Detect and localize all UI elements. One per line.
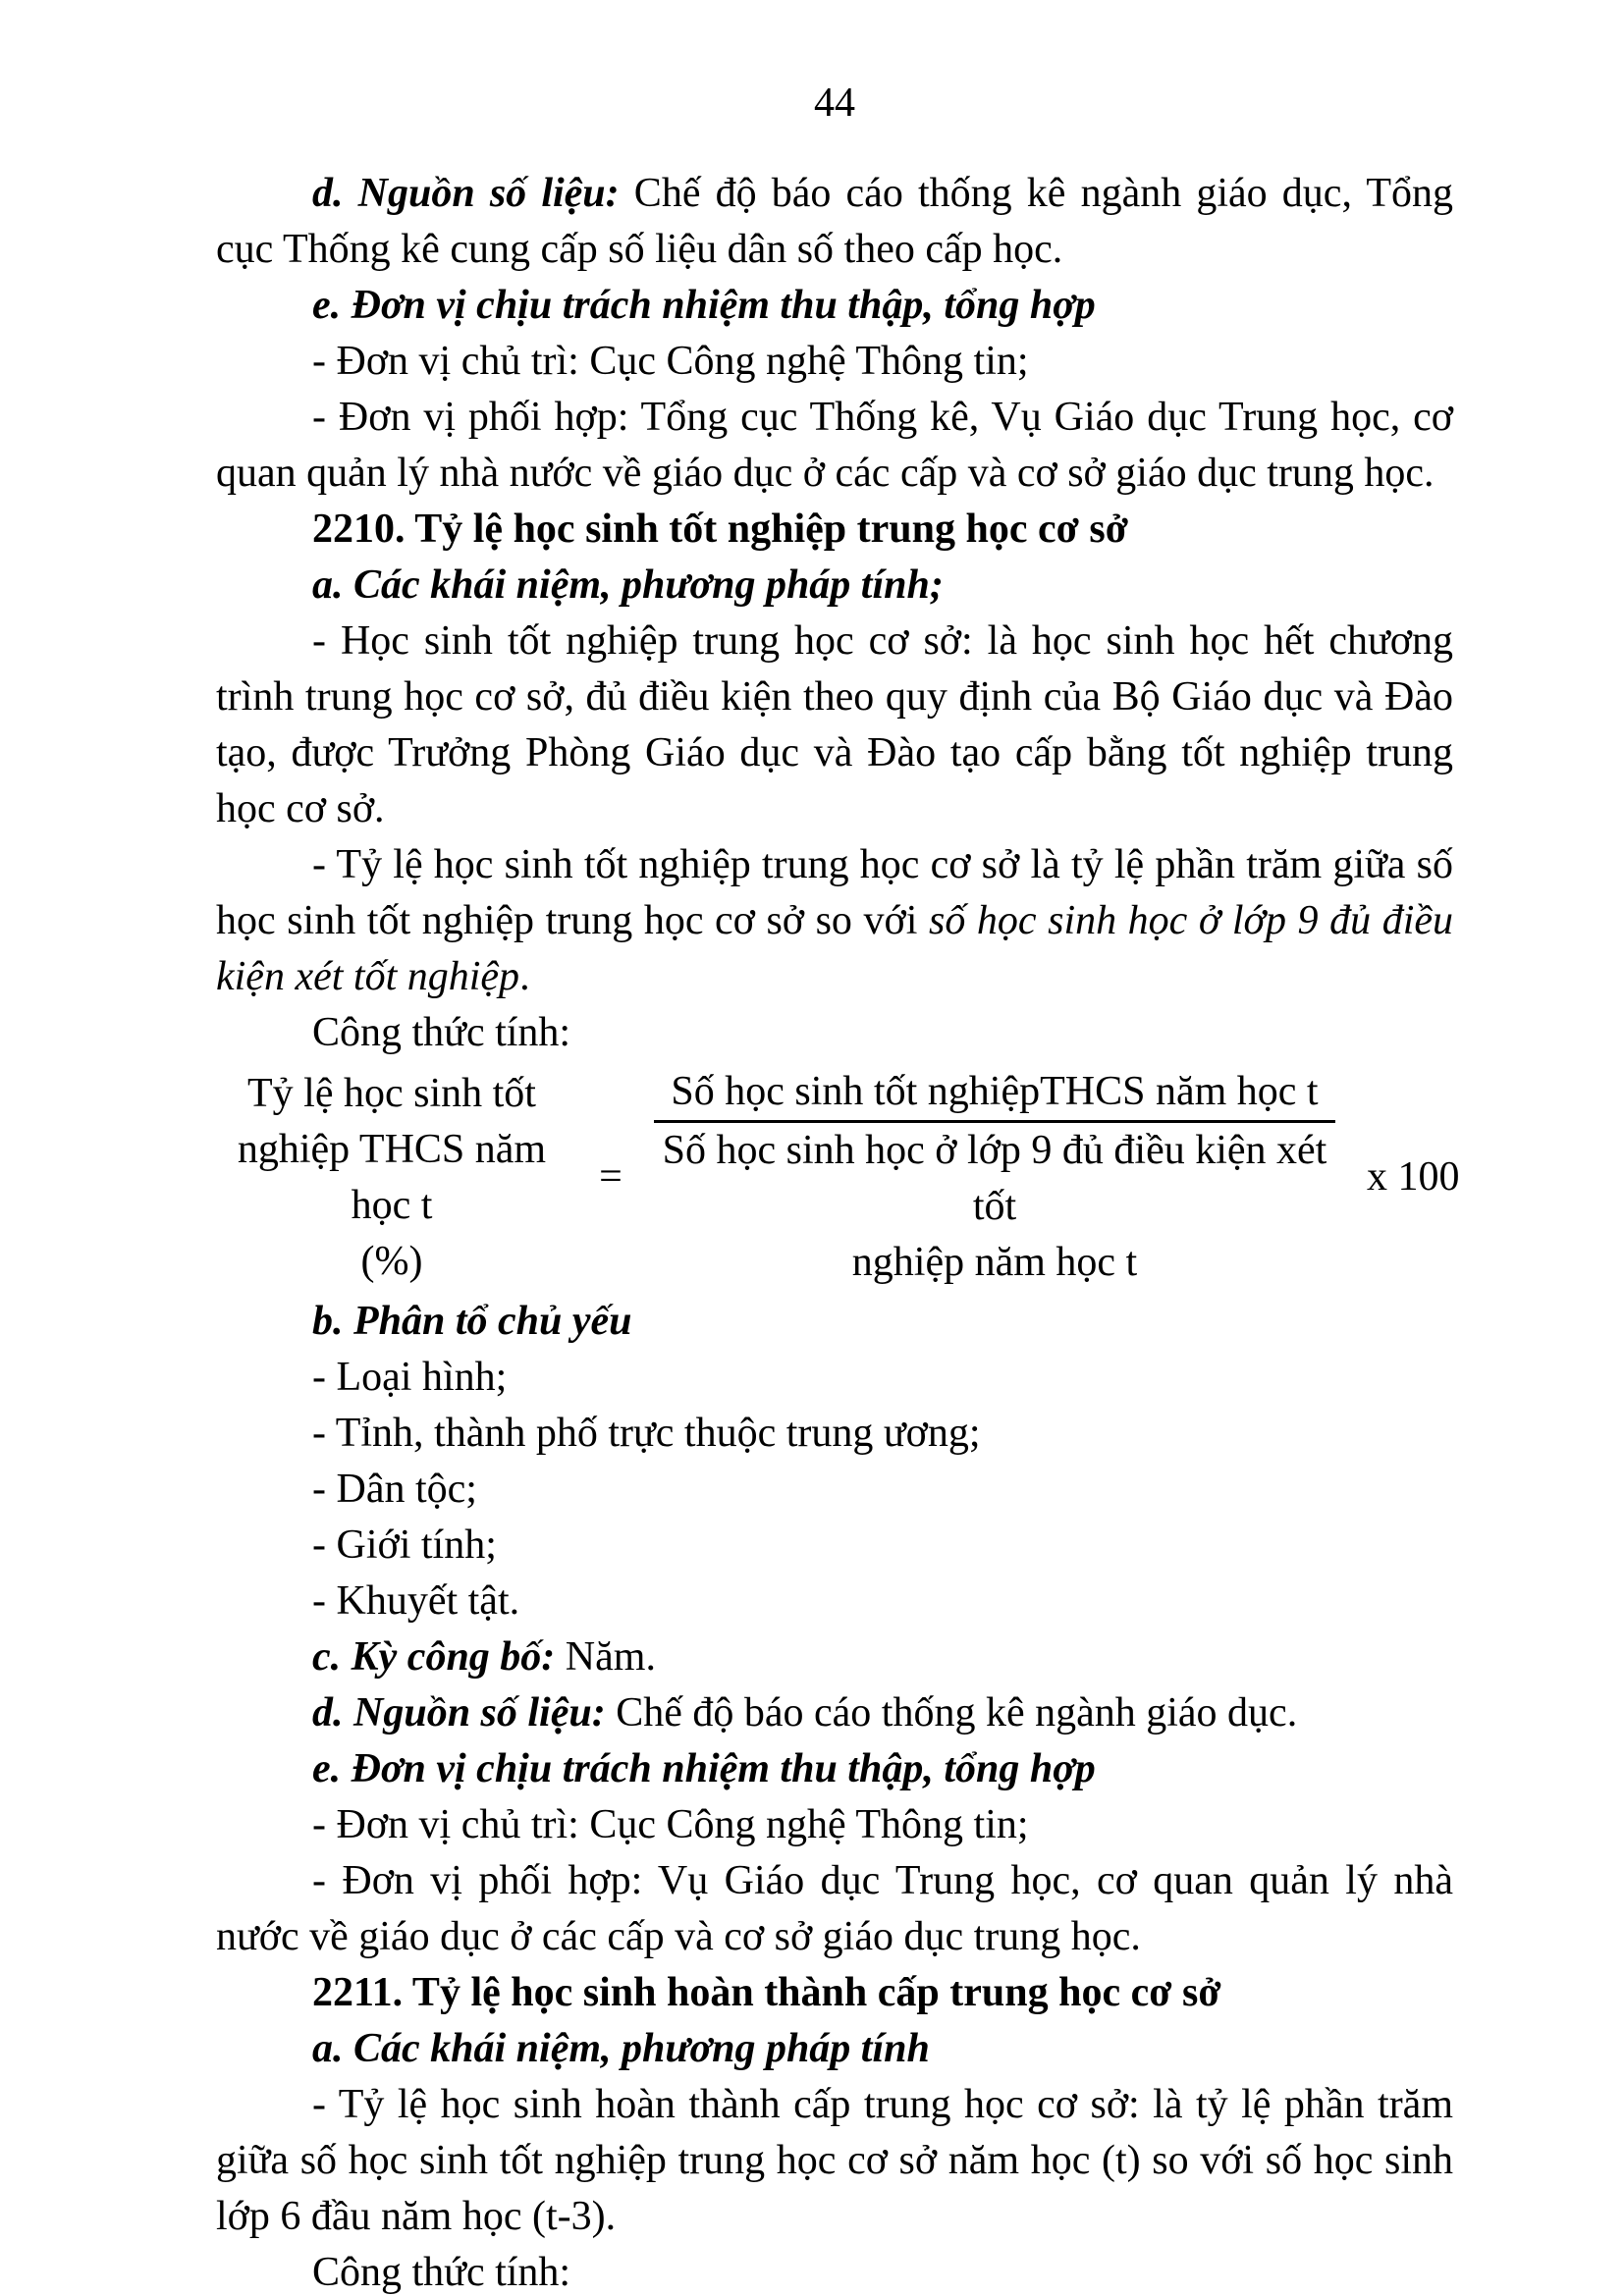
paragraph-text: Năm. <box>555 1634 656 1680</box>
paragraph-label: d. Nguồn số liệu: <box>312 1690 606 1735</box>
paragraph-italic-text: số học sinh học ở lớp 9 đủ điều kiện xét tốt nghiệp <box>216 898 1454 999</box>
multiplier: x 100 <box>1367 1154 1460 1200</box>
paragraph-label: c. Kỳ công bố: <box>312 1634 556 1680</box>
paragraph-rate-definition <box>216 837 1453 1005</box>
denominator-line: nghiệp năm học t <box>851 1240 1138 1285</box>
fraction-numerator: Số học sinh tốt nghiệpTHCS năm học t <box>654 1064 1335 1123</box>
formula-label-line: (%) <box>360 1238 423 1284</box>
equals-sign: = <box>599 1154 623 1200</box>
list-item: - Dân tộc; <box>312 1467 477 1512</box>
paragraph-text: Chế độ báo cáo thống kê ngành giáo dục. <box>605 1690 1298 1735</box>
paragraph-label: d. Nguồn số liệu: <box>312 171 620 216</box>
formula-label-line: nghiệp THCS năm học t <box>237 1126 547 1228</box>
formula-left-label <box>216 1066 568 1290</box>
formula-block <box>216 1064 1460 1291</box>
list-item: - Tỉnh, thành phố trực thuộc trung ương; <box>312 1411 981 1456</box>
paragraph-data-source-2 <box>216 1685 1453 1741</box>
formula-label-line: Tỷ lệ học sinh tốt <box>247 1070 536 1116</box>
list-item: - Loại hình; <box>312 1355 508 1400</box>
denominator-line: Số học sinh học ở lớp 9 đủ điều kiện xét tốt <box>662 1128 1327 1229</box>
heading-main-groupings: b. Phân tổ chủ yếu <box>312 1299 632 1344</box>
paragraph-completion-definition: - Tỷ lệ học sinh hoàn thành cấp trung học cơ sở: là tỷ lệ phần trăm giữa số học sinh tốt nghiệp trung học cơ sở năm học (t) so với số học sinh lớp 6 đầu năm học (t-3). <box>216 2082 1453 2239</box>
line-lead-unit: - Đơn vị chủ trì: Cục Công nghệ Thông tin; <box>312 339 1029 384</box>
formula-fraction <box>654 1064 1335 1291</box>
page-number: 44 <box>814 80 855 126</box>
heading-concepts-methods-2: a. Các khái niệm, phương pháp tính <box>312 2026 930 2071</box>
heading-indicator-2210: 2210. Tỷ lệ học sinh tốt nghiệp trung học cơ sở <box>312 507 1128 552</box>
paragraph-data-source <box>216 166 1453 278</box>
fraction-denominator <box>654 1123 1335 1291</box>
line-coordinating-unit-2: - Đơn vị phối hợp: Vụ Giáo dục Trung học, cơ quan quản lý nhà nước về giáo dục ở các cấp và cơ sở giáo dục trung học. <box>216 1858 1453 1959</box>
heading-concepts-methods: a. Các khái niệm, phương pháp tính; <box>312 562 944 608</box>
heading-responsible-unit-2: e. Đơn vị chịu trách nhiệm thu thập, tổng hợp <box>312 1746 1096 1791</box>
formula-caption-2: Công thức tính: <box>312 2250 571 2295</box>
list-item: - Giới tính; <box>312 1522 497 1568</box>
heading-responsible-unit: e. Đơn vị chịu trách nhiệm thu thập, tổng hợp <box>312 283 1096 328</box>
paragraph-text: . <box>519 954 530 999</box>
line-coordinating-unit: - Đơn vị phối hợp: Tổng cục Thống kê, Vụ Giáo dục Trung học, cơ quan quản lý nhà nước về giáo dục ở các cấp và cơ sở giáo dục trung học. <box>216 395 1453 496</box>
paragraph-text: Chế độ báo cáo thống kê ngành giáo dục, Tổng cục Thống kê cung cấp số liệu dân số theo cấp học. <box>216 171 1453 272</box>
heading-indicator-2211: 2211. Tỷ lệ học sinh hoàn thành cấp trung học cơ sở <box>312 1970 1221 2015</box>
list-item: - Khuyết tật. <box>312 1578 520 1624</box>
page-content <box>216 166 1460 2296</box>
paragraph-text: - Tỷ lệ học sinh tốt nghiệp trung học cơ sở là tỷ lệ phần trăm giữa số học sinh tốt nghiệp trung học cơ sở so với <box>216 842 1453 943</box>
paragraph-publication-period <box>216 1629 1453 1685</box>
formula-caption: Công thức tính: <box>312 1010 571 1055</box>
paragraph-graduate-definition: - Học sinh tốt nghiệp trung học cơ sở: là học sinh học hết chương trình trung học cơ sở, đủ điều kiện theo quy định của Bộ Giáo dục và Đào tạo, được Trưởng Phòng Giáo dục và Đào tạo cấp bằng tốt nghiệp trung học cơ sở. <box>216 618 1453 831</box>
line-lead-unit-2: - Đơn vị chủ trì: Cục Công nghệ Thông tin; <box>312 1802 1029 1847</box>
